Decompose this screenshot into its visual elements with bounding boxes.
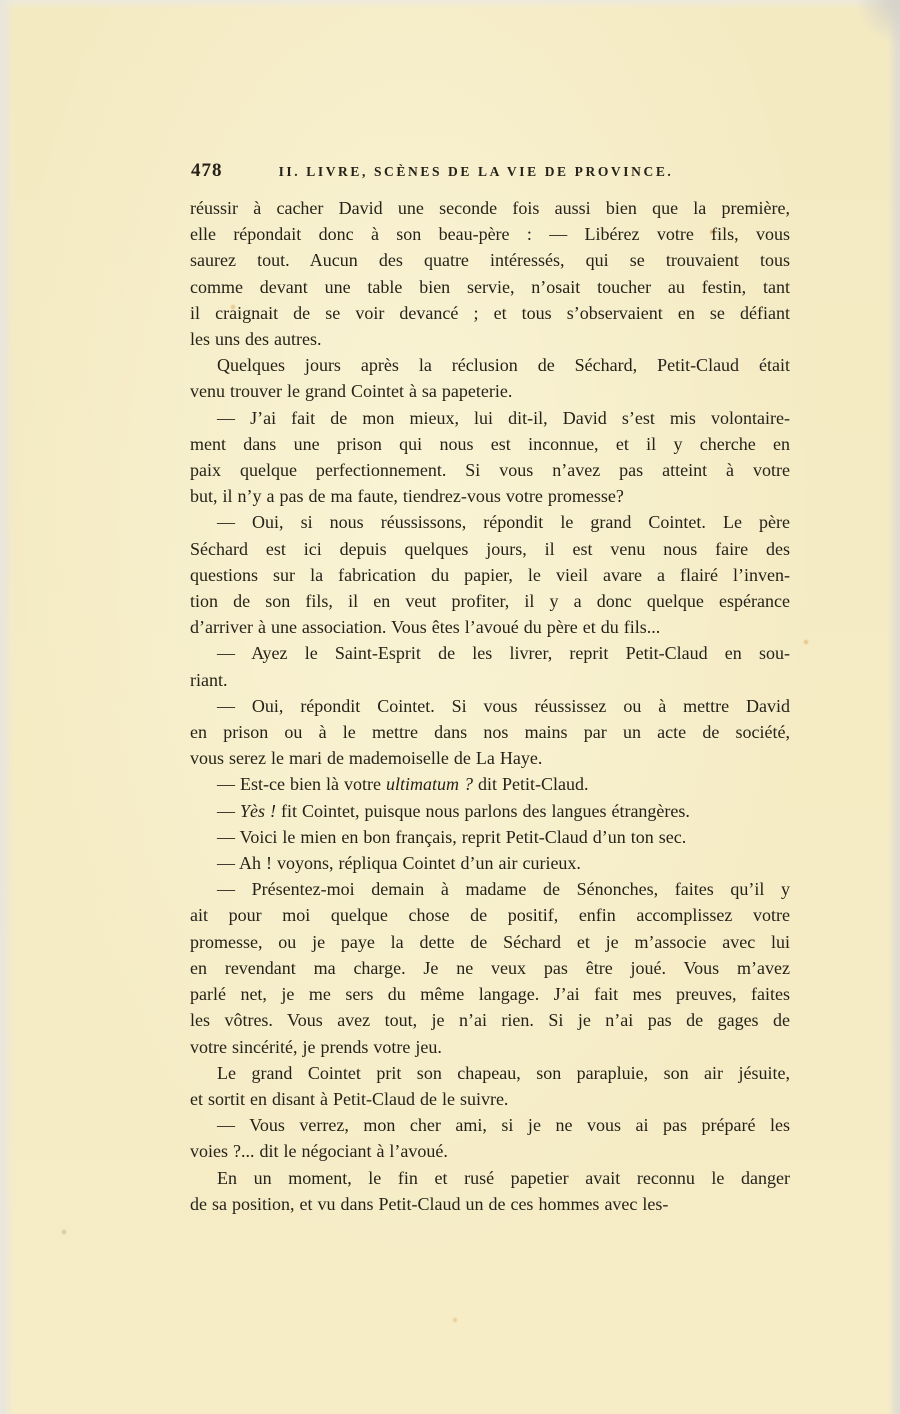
text-line: — Oui, si nous réussissons, répondit le grand Cointet. Le père bbox=[217, 512, 790, 533]
text-line: saurez tout. Aucun des quatre intéressés, qui se trouvaient tous bbox=[190, 250, 790, 271]
text-line: promesse, ou je paye la dette de Séchard et je m’associe avec lui bbox=[190, 931, 790, 952]
text-line: Le grand Cointet prit son chapeau, son parapluie, son air jésuite, bbox=[217, 1062, 790, 1083]
text-line: — J’ai fait de mon mieux, lui dit-il, David s’est mis volontaire- bbox=[217, 407, 790, 428]
text-line: paix quelque perfectionnement. Si vous n’avez pas atteint à votre bbox=[190, 460, 790, 481]
text-line: en revendant ma charge. Je ne veux pas être joué. Vous m’avez bbox=[190, 957, 790, 978]
text-line: — Ah ! voyons, répliqua Cointet d’un air curieux. bbox=[217, 853, 581, 874]
text-line: Séchard est ici depuis quelques jours, il est venu nous faire des bbox=[190, 538, 790, 559]
body-text bbox=[190, 195, 790, 1217]
text-line: les uns des autres. bbox=[190, 329, 322, 350]
text-line: voies ?... dit le négociant à l’avoué. bbox=[190, 1141, 448, 1162]
text-line: réussir à cacher David une seconde fois aussi bien que la première, bbox=[190, 198, 790, 218]
text-line: — Oui, répondit Cointet. Si vous réussissez ou à mettre David bbox=[217, 695, 790, 716]
text-line: de sa position, et vu dans Petit-Claud un de ces hommes avec les- bbox=[190, 1193, 669, 1214]
text-line: votre sincérité, je prends votre jeu. bbox=[190, 1036, 442, 1057]
text-line: questions sur la fabrication du papier, le vieil avare a flairé l’inven- bbox=[190, 564, 790, 585]
page-number: 478 bbox=[191, 160, 223, 181]
text-line: — Voici le mien en bon français, reprit Petit-Claud d’un ton sec. bbox=[217, 826, 687, 847]
text-line: ment dans une prison qui nous est inconnue, et il y cherche en bbox=[190, 433, 790, 454]
running-head bbox=[190, 160, 790, 195]
text-line: — Est-ce bien là votre ultimatum ? dit Petit-Claud. bbox=[217, 774, 589, 795]
text-line: et sortit en disant à Petit-Claud de le suivre. bbox=[190, 1088, 509, 1109]
text-line: il craignait de se voir devancé ; et tous s’observaient en se défiant bbox=[190, 302, 790, 323]
text-line: tion de son fils, il en veut profiter, il y a donc quelque espérance bbox=[190, 591, 790, 612]
text-line: venu trouver le grand Cointet à sa papeterie. bbox=[190, 381, 513, 402]
text-line: — Présentez-moi demain à madame de Sénonches, faites qu’il y bbox=[217, 879, 790, 900]
text-line: riant. bbox=[190, 669, 228, 690]
text-line: comme devant une table bien servie, n’osait toucher au festin, tant bbox=[190, 276, 790, 297]
text-line: en prison ou à le mettre dans nos mains par un acte de société, bbox=[190, 722, 790, 743]
text-line: Quelques jours après la réclusion de Séchard, Petit-Claud était bbox=[217, 355, 790, 376]
text-line: elle répondait donc à son beau-père : — Libérez votre fils, vous bbox=[190, 224, 790, 245]
text-line: parlé net, je me sers du même langage. J’ai fait mes preuves, faites bbox=[190, 984, 790, 1005]
text-line: les vôtres. Vous avez tout, je n’ai rien. Si je n’ai pas de gages de bbox=[190, 1010, 790, 1031]
text-line: ait pour moi quelque chose de positif, enfin accomplissez votre bbox=[190, 905, 790, 926]
running-title: II. LIVRE, SCÈNES DE LA VIE DE PROVINCE. bbox=[278, 164, 674, 179]
text-line: but, il n’y a pas de ma faute, tiendrez-vous votre promesse? bbox=[190, 486, 624, 507]
text-line: En un moment, le fin et rusé papetier avait reconnu le danger bbox=[217, 1167, 790, 1188]
text-line: — Yès ! fit Cointet, puisque nous parlons des langues étrangères. bbox=[217, 800, 690, 821]
text-line: — Vous verrez, mon cher ami, si je ne vous ai pas préparé les bbox=[217, 1115, 790, 1136]
text-block bbox=[190, 160, 790, 1217]
text-line: d’arriver à une association. Vous êtes l’avoué du père et du fils... bbox=[190, 617, 661, 638]
text-line: vous serez le mari de mademoiselle de La Haye. bbox=[190, 748, 543, 769]
text-line: — Ayez le Saint-Esprit de les livrer, reprit Petit-Claud en sou- bbox=[217, 643, 790, 664]
